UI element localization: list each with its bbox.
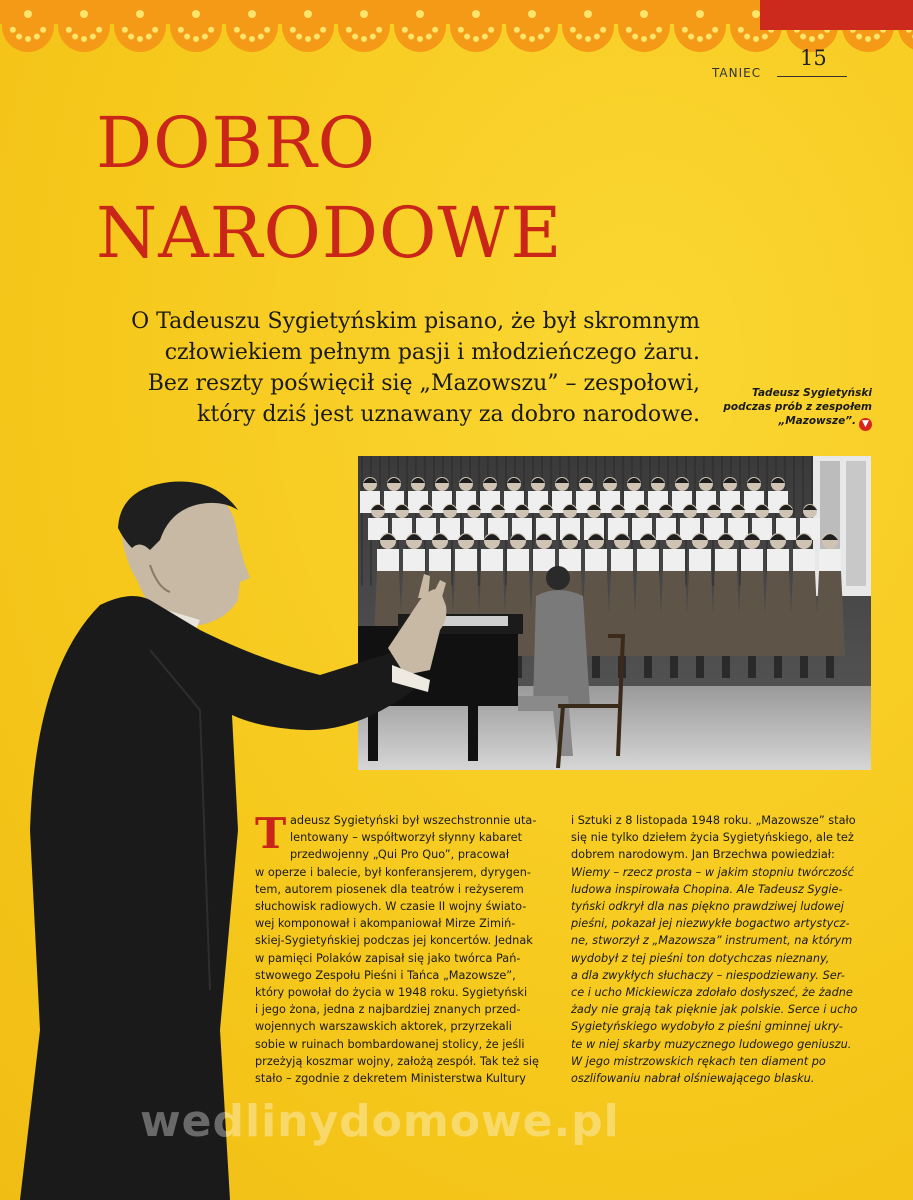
quote-line: ce i ucho Mickiewicza zdołało dosłyszeć, że żadne: [571, 986, 853, 1000]
text-line: stwowego Zespołu Pieśni i Tańca „Mazowsze”,: [255, 968, 516, 982]
text-line: w operze i balecie, był konferansjerem, dyrygen-: [255, 865, 531, 879]
text-line: wojennych warszawskich aktorek, przyrzekali: [255, 1020, 512, 1034]
caption-line: podczas prób z zespołem: [723, 401, 872, 413]
page-number: 15: [800, 46, 827, 70]
red-corner-tab: [760, 0, 913, 30]
text-line: adeusz Sygietyński był wszechstronnie uta-: [290, 814, 537, 827]
text-line: który powołał do życia w 1948 roku. Sygietyński: [255, 986, 528, 1000]
text-line: wej komponował i akompaniował Mirze Zimiń-: [255, 917, 516, 931]
text-line: skiej-Sygietyńskiej podczas jej koncertów. Jednak: [255, 934, 533, 948]
text-line: stało – zgodnie z dekretem Ministerstwa Kultury: [255, 1072, 526, 1086]
text-line: przedwojenny „Qui Pro Quo”, pracował: [290, 848, 510, 862]
title-line-2: NARODOWE: [96, 192, 563, 274]
quote-line: oszlifowaniu nabrał olśniewającego blasku.: [571, 1072, 815, 1086]
drop-cap: T: [255, 809, 287, 858]
quote-line: ne, stworzył z „Mazowsza” instrument, na którym: [571, 934, 853, 948]
watermark: wedlinydomowe.pl: [140, 1096, 620, 1147]
text-line: i Sztuki z 8 listopada 1948 roku. „Mazowsze” stało: [571, 814, 856, 827]
article-column-2: [571, 812, 873, 1087]
text-line: w pamięci Polaków zapisał się jako twórca Pań-: [255, 951, 521, 965]
text-line: się nie tylko dziełem życia Sygietyńskiego, ale też: [571, 831, 854, 845]
quote-line: te w niej skarby muzycznego ludowego geniuszu.: [571, 1037, 852, 1051]
lead-paragraph: [80, 306, 700, 430]
text-line: tem, autorem piosenek dla teatrów i reżyserem: [255, 882, 524, 896]
text-line: przeżyją koszmar wojny, założą zespół. Tak też się: [255, 1054, 539, 1068]
quote-line: tyński odkrył dla nas piękno prawdziwej ludowej: [571, 900, 844, 914]
title-line-1: DOBRO: [96, 102, 377, 184]
section-label: TANIEC: [712, 66, 762, 80]
lead-line: Bez reszty poświęcił się „Mazowszu” – zespołowi,: [147, 371, 700, 396]
quote-line: wydobył z tej pieśni ton dotychczas nieznany,: [571, 951, 830, 965]
quote-line: ludowa inspirowała Chopina. Ale Tadeusz Sygie-: [571, 882, 843, 896]
quote-line: Wiemy – rzecz prosta – w jakim stopniu twórczość: [571, 865, 854, 879]
caption-line: Tadeusz Sygietyński: [752, 387, 872, 399]
quote-line: pieśni, pokazał jej niezwykłe bogactwo artystycz-: [571, 917, 850, 931]
arrow-down-icon: ▼: [859, 418, 872, 431]
quote-line: żady nie grają tak pięknie jak polskie. Serce i ucho: [571, 1003, 858, 1017]
text-line: dobrem narodowym. Jan Brzechwa powiedział:: [571, 848, 835, 862]
lead-line: człowiekiem pełnym pasji i młodzieńczego żaru.: [164, 340, 700, 365]
text-line: sobie w ruinach bombardowanej stolicy, że jeśli: [255, 1037, 525, 1051]
text-line: i jego żona, jedna z najbardziej znanych przed-: [255, 1003, 521, 1017]
quote-line: Sygietyńskiego wydobyło z pieśni gminnej ukry-: [571, 1020, 843, 1034]
article-column-1: [255, 809, 553, 1087]
text-line: słuchowisk radiowych. W czasie II wojny świato-: [255, 900, 527, 914]
header-rule: [777, 76, 847, 77]
caption-line: [712, 414, 872, 431]
quote-line: W jego mistrzowskich rękach ten diament po: [571, 1054, 826, 1068]
quote-line: a dla zwykłych słuchaczy – niespodziewany. Ser-: [571, 968, 845, 982]
lead-line: O Tadeuszu Sygietyńskim pisano, że był skromnym: [131, 309, 700, 334]
photo-caption: [712, 386, 872, 431]
caption-text: „Mazowsze”.: [778, 415, 856, 427]
text-line: lentowany – współtworzył słynny kabaret: [290, 831, 522, 845]
lead-line: który dziś jest uznawany za dobro narodowe.: [197, 402, 700, 427]
